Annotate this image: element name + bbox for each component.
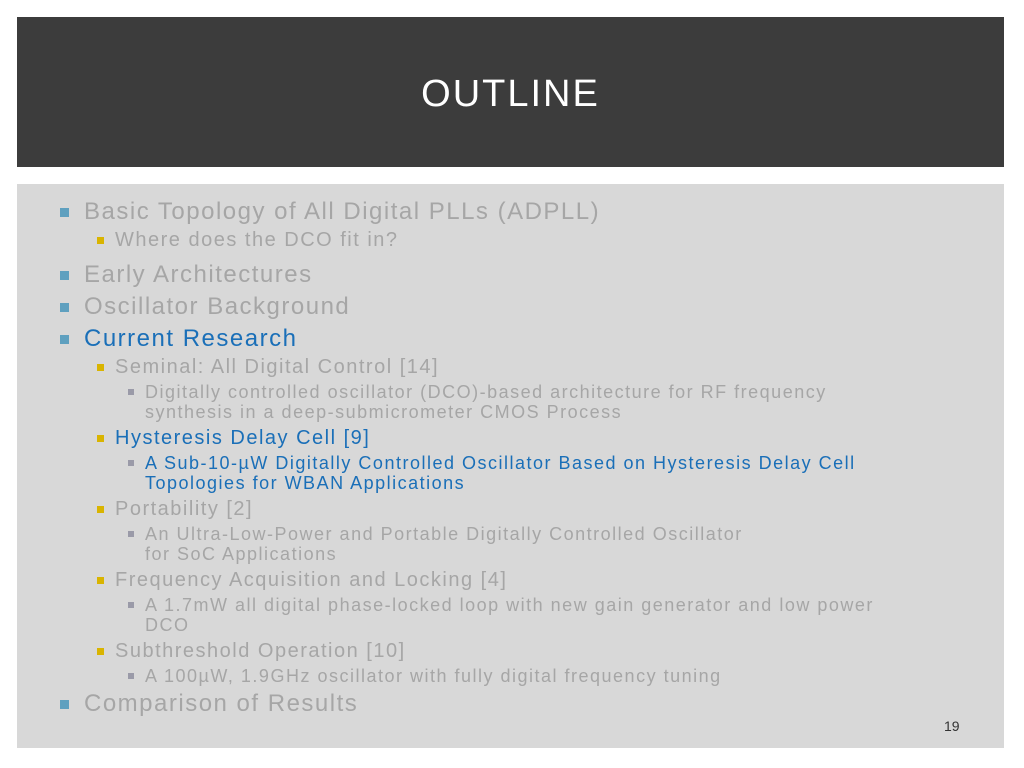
- outline-subitem-dco-fit: [17, 228, 1004, 253]
- outline-item-current-research: [17, 323, 1004, 355]
- reference-line: DCO: [145, 615, 190, 635]
- square-bullet-icon: [60, 303, 69, 312]
- square-bullet-icon: [97, 237, 104, 244]
- outline-subitem-label: Portability [2]: [115, 498, 254, 520]
- square-bullet-icon: [60, 335, 69, 344]
- reference-line: A 100µW, 1.9GHz oscillator with fully digital frequency tuning: [145, 666, 722, 686]
- square-bullet-icon: [128, 389, 134, 395]
- outline-subitem-label: Seminal: All Digital Control [14]: [115, 356, 440, 378]
- reference-line: synthesis in a deep-submicrometer CMOS Process: [145, 402, 623, 422]
- square-bullet-icon: [128, 460, 134, 466]
- outline-subitem-label: Where does the DCO fit in?: [115, 229, 399, 251]
- outline-item-adpll-topology: [17, 196, 1004, 228]
- outline-subitem-seminal: [17, 355, 1004, 380]
- reference-line: Digitally controlled oscillator (DCO)-based architecture for RF frequency: [145, 382, 827, 402]
- outline-subitem-hysteresis: [17, 426, 1004, 451]
- square-bullet-icon: [97, 577, 104, 584]
- outline-item-oscillator-background: [17, 291, 1004, 323]
- reference-line: A Sub-10-µW Digitally Controlled Oscillator Based on Hysteresis Delay Cell: [145, 453, 856, 473]
- outline-subitem-frequency-acquisition: [17, 568, 1004, 593]
- content-panel: [17, 184, 1004, 748]
- square-bullet-icon: [60, 271, 69, 280]
- square-bullet-icon: [97, 506, 104, 513]
- square-bullet-icon: [60, 700, 69, 709]
- outline-item-label: Basic Topology of All Digital PLLs (ADPLL): [84, 198, 601, 225]
- square-bullet-icon: [97, 648, 104, 655]
- page-number: 19: [944, 718, 960, 734]
- outline-reference-hysteresis: [17, 453, 1004, 493]
- outline-subitem-label: Frequency Acquisition and Locking [4]: [115, 569, 508, 591]
- outline-reference-frequency-acquisition: [17, 595, 1004, 635]
- outline-reference-subthreshold: [17, 666, 1004, 686]
- square-bullet-icon: [128, 602, 134, 608]
- outline-subitem-label: Subthreshold Operation [10]: [115, 640, 406, 662]
- reference-line: Topologies for WBAN Applications: [145, 473, 466, 493]
- square-bullet-icon: [128, 673, 134, 679]
- outline-item-early-architectures: [17, 259, 1004, 291]
- outline-reference-portability: [17, 524, 1004, 564]
- reference-line: An Ultra-Low-Power and Portable Digitally Controlled Oscillator: [145, 524, 743, 544]
- outline-item-label: Current Research: [84, 325, 298, 352]
- square-bullet-icon: [97, 435, 104, 442]
- reference-line: for SoC Applications: [145, 544, 338, 564]
- square-bullet-icon: [60, 208, 69, 217]
- outline-item-label: Comparison of Results: [84, 690, 359, 717]
- outline-item-label: Oscillator Background: [84, 293, 351, 320]
- slide-title: OUTLINE: [421, 72, 600, 115]
- outline-subitem-label: Hysteresis Delay Cell [9]: [115, 427, 371, 449]
- title-band: [17, 17, 1004, 167]
- outline-item-comparison: [17, 688, 1004, 720]
- outline-list: [17, 196, 1004, 720]
- reference-line: A 1.7mW all digital phase-locked loop with new gain generator and low power: [145, 595, 874, 615]
- outline-item-label: Early Architectures: [84, 261, 313, 288]
- square-bullet-icon: [97, 364, 104, 371]
- outline-reference-seminal: [17, 382, 1004, 422]
- outline-subitem-portability: [17, 497, 1004, 522]
- square-bullet-icon: [128, 531, 134, 537]
- outline-subitem-subthreshold: [17, 639, 1004, 664]
